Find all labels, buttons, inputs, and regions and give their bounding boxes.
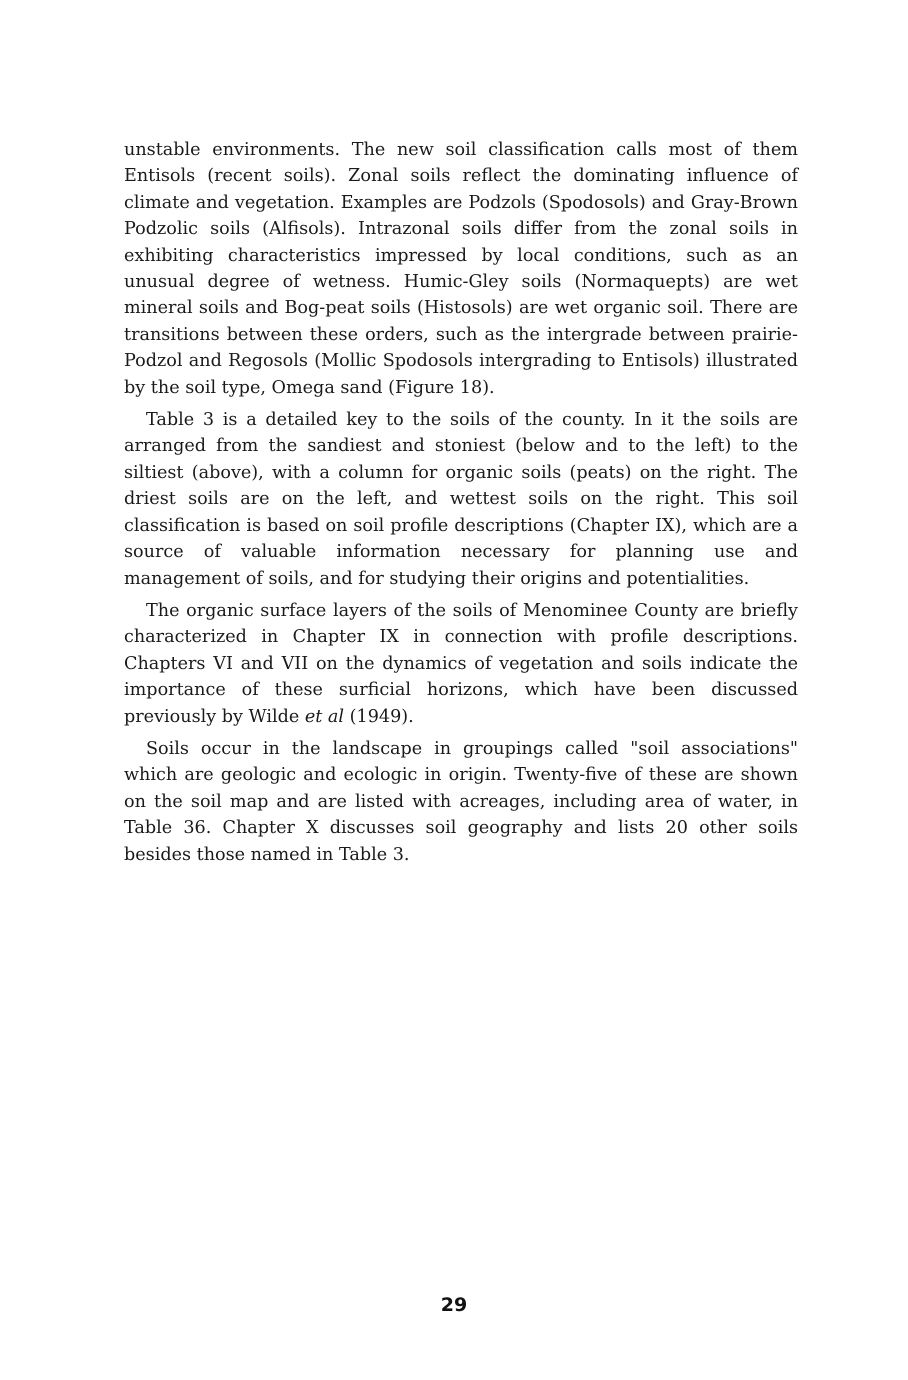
paragraph-2: Table 3 is a detailed key to the soils of the county. In it the soils are arranged from the sandiest and stoniest (below and to the left) to the siltiest (above), with a column for organic soils (peats) on the right. The driest soils are on the left, and wettest soils on the right. This soil classification is based on soil profile descriptions (Chapter IX), which are a source of valuable information necessary for planning use and management of soils, and for studying their origins and potentialities.	[124, 410, 798, 589]
paragraph-3	[124, 598, 798, 730]
paragraph-3-text: The organic surface layers of the soils of Menominee County are briefly characterized in Chapter IX in connection with profile descriptions. Chapters VI and VII on the dynamics of vegetation and soils indicate the importance of these surficial horizons, which have been discussed previously by Wilde	[124, 600, 798, 727]
paragraph-3-text-end: (1949).	[344, 706, 414, 727]
body-text	[124, 137, 798, 874]
paragraph-4: Soils occur in the landscape in groupings called "soil associations" which are geologic and ecologic in origin. Twenty-five of these are shown on the soil map and are listed with acreages, including area of water, in Table 36. Chapter X discusses soil geography and lists 20 other soils besides those named in Table 3.	[124, 738, 798, 865]
paragraph-1: unstable environments. The new soil classification calls most of them Entisols (recent soils). Zonal soils reflect the dominating influence of climate and vegetation. Examples are Podzols (Spodosols) and Gray-Brown Podzolic soils (Alfisols). Intrazonal soils differ from the zonal soils in exhibiting characteristics impressed by local conditions, such as an unusual degree of wetness. Humic-Gley soils (Normaquepts) are wet mineral soils and Bog-peat soils (Histosols) are wet organic soil. There are transitions between these orders, such as the intergrade between prairie-Podzol and Regosols (Mollic Spodosols intergrading to Entisols) illustrated by the soil type, Omega sand (Figure 18).	[124, 140, 798, 398]
page-number: 29	[440, 1294, 468, 1316]
paragraph-3-italic: et al	[304, 706, 345, 727]
